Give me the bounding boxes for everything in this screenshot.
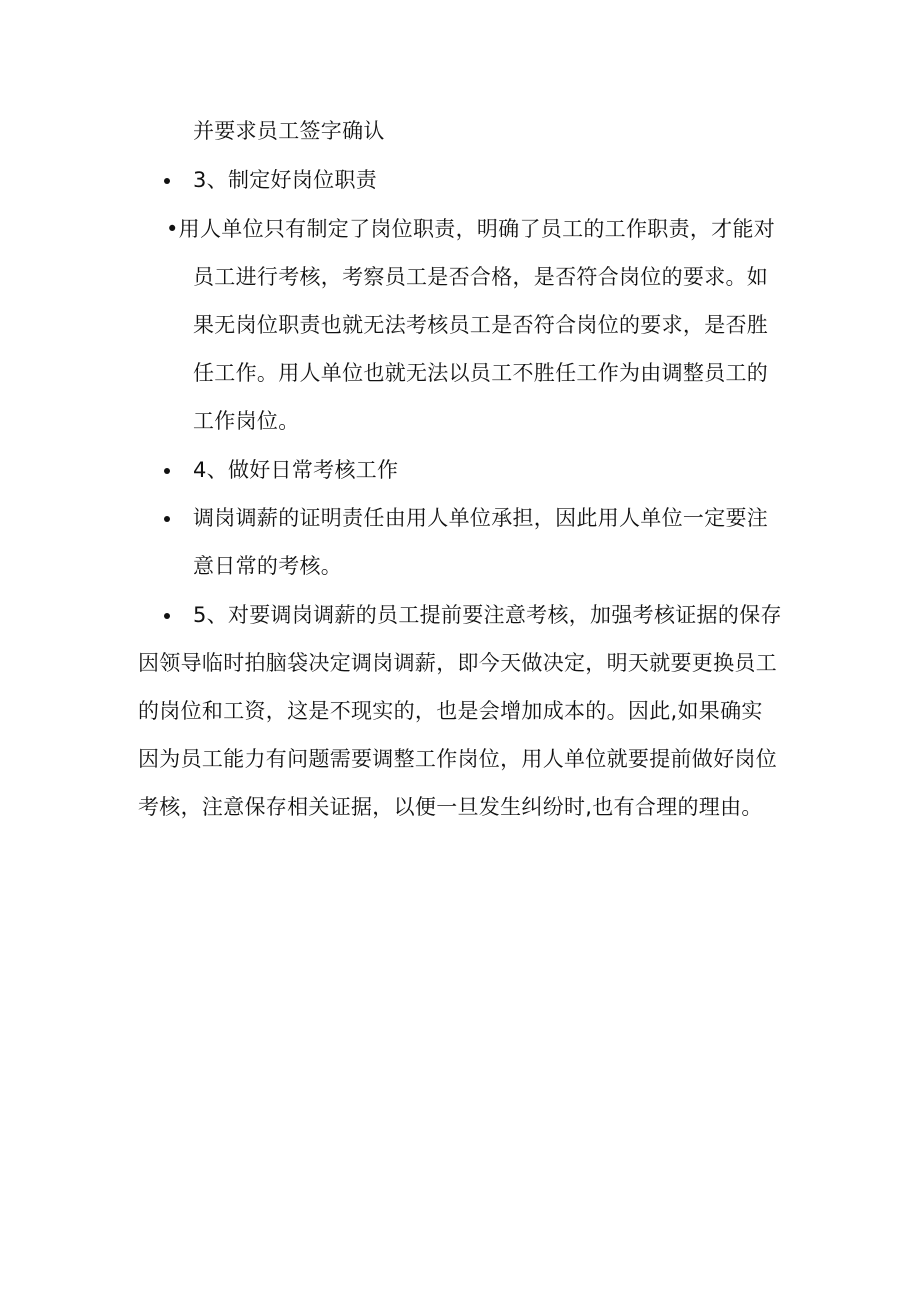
text-line: 因领导临时拍脑袋决定调岗调薪，即今天做决定，明天就要更换员工	[138, 651, 777, 675]
text-line: 考核，注意保存相关证据，以便一旦发生纠纷时,也有合理的理由。	[138, 795, 763, 819]
text-line: 任工作。用人单位也就无法以员工不胜任工作为由调整员工的	[193, 361, 769, 385]
section-heading-4: 4、做好日常考核工作	[193, 458, 399, 482]
bullet-dot-icon	[164, 503, 170, 533]
text-line: 员工进行考核，考察员工是否合格，是否符合岗位的要求。如	[193, 265, 769, 289]
bullet-dot-icon	[164, 600, 170, 630]
bullet-dot-icon	[164, 165, 170, 195]
section-heading-5: 5、对要调岗调薪的员工提前要注意考核，加强考核证据的保存	[193, 603, 782, 627]
text-line: 因为员工能力有问题需要调整工作岗位，用人单位就要提前做好岗位	[138, 747, 777, 771]
text-line: 果无岗位职责也就无法考核员工是否符合岗位的要求，是否胜	[193, 313, 769, 337]
text-line: 并要求员工签字确认	[193, 119, 385, 143]
text-line: 的岗位和工资，这是不现实的，也是会增加成本的。因此,如果确实	[138, 699, 763, 723]
section-heading-3: 3、制定好岗位职责	[193, 168, 378, 192]
bullet-dot-icon	[164, 455, 170, 485]
text-line: 意日常的考核。	[193, 554, 343, 578]
text-line: •用人单位只有制定了岗位职责，明确了员工的工作职责，才能对	[166, 217, 776, 241]
text-line: 调岗调薪的证明责任由用人单位承担，因此用人单位一定要注	[193, 506, 769, 530]
text-line: 工作岗位。	[193, 409, 300, 433]
